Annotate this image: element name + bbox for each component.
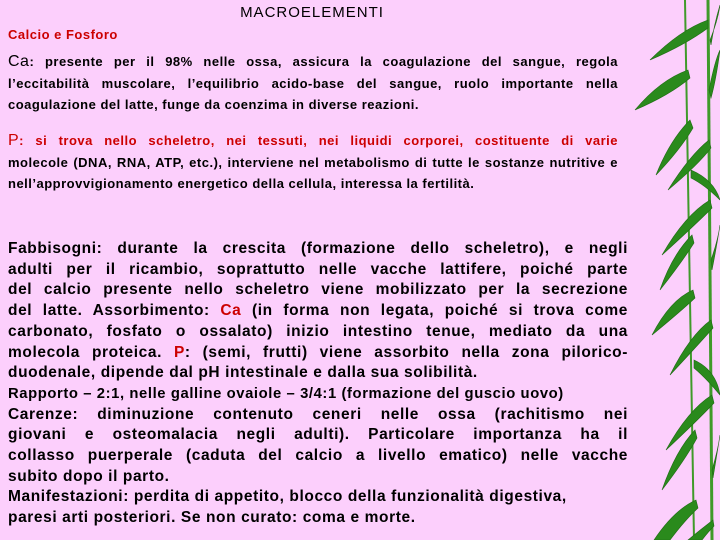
assorbimento-text-b: (in forma non legata, poiché si trova come bbox=[241, 302, 628, 320]
calcium-symbol: Ca bbox=[8, 53, 30, 70]
phosphorus-first-line bbox=[8, 130, 618, 152]
phosphorus-symbol: P bbox=[8, 132, 20, 149]
main-text-block bbox=[8, 239, 628, 529]
line-carbonato: carbonato, fosfato o ossalato) inizio intestino tenue, mediato da una bbox=[8, 322, 628, 340]
line-parto: subito dopo il parto. bbox=[8, 467, 170, 485]
page-title: MACROELEMENTI bbox=[240, 4, 384, 21]
line-carenze: Carenze: diminuzione contenuto ceneri nelle ossa (rachitismo nei bbox=[8, 405, 628, 423]
section-subtitle: Calcio e Fosforo bbox=[8, 27, 118, 42]
line-assorbimento bbox=[8, 301, 628, 322]
line-molecola bbox=[8, 343, 628, 364]
calcium-text: : presente per il 98% nelle ossa, assicura la coagulazione del sangue, regola l’eccitabilità muscolare, l’equilibrio acido-base del sangue, ruolo importante nella coagulazione del latte, funge da coenzima in diverse reazioni. bbox=[8, 54, 618, 112]
line-adulti: adulti per il ricambio, soprattutto nelle vacche lattifere, poiché parte bbox=[8, 260, 628, 278]
line-collasso: collasso puerperale (caduta del calcio a livello ematico) nelle vacche bbox=[8, 447, 628, 465]
line-duodenale: duodenale, dipende dal pH intestinale e dalla sua solibilità. bbox=[8, 364, 478, 382]
line-manifestazioni: Manifestazioni: perdita di appetito, blocco della funzionalità digestiva, bbox=[8, 488, 567, 506]
phosphorus-paragraph bbox=[8, 130, 618, 195]
molecola-text-a: molecola proteica. bbox=[8, 343, 174, 361]
line-calcio-scheletro: del calcio presente nello scheletro viene mobilizzato per la secrezione bbox=[8, 281, 628, 299]
phosphorus-text-rest: molecole (DNA, RNA, ATP, etc.), interviene nel metabolismo di tutte le sostanze nutritive e nell’approvvigionamento energetico della cellula, interessa la fertilità. bbox=[8, 154, 618, 191]
line-fabbisogni: Fabbisogni: durante la crescita (formazione dello scheletro), e negli bbox=[8, 240, 628, 257]
calcium-paragraph bbox=[8, 51, 618, 116]
phosphorus-text-first: : si trova nello scheletro, nei tessuti, nei liquidi corporei, costituente di varie bbox=[19, 133, 618, 148]
line-giovani: giovani e osteomalacia negli adulti). Particolare importanza ha il bbox=[8, 426, 628, 444]
assorbimento-ca: Ca bbox=[220, 302, 242, 320]
line-rapporto: Rapporto – 2:1, nelle galline ovaiole – 3/4:1 (formazione del guscio uovo) bbox=[8, 385, 564, 402]
molecola-text-b: : (semi, frutti) viene assorbito nella zona pilorico- bbox=[184, 343, 628, 361]
assorbimento-text-a: del latte. Assorbimento: bbox=[8, 302, 221, 320]
line-paresi: paresi arti posteriori. Se non curato: coma e morte. bbox=[8, 509, 416, 527]
molecola-p: P bbox=[173, 343, 185, 361]
